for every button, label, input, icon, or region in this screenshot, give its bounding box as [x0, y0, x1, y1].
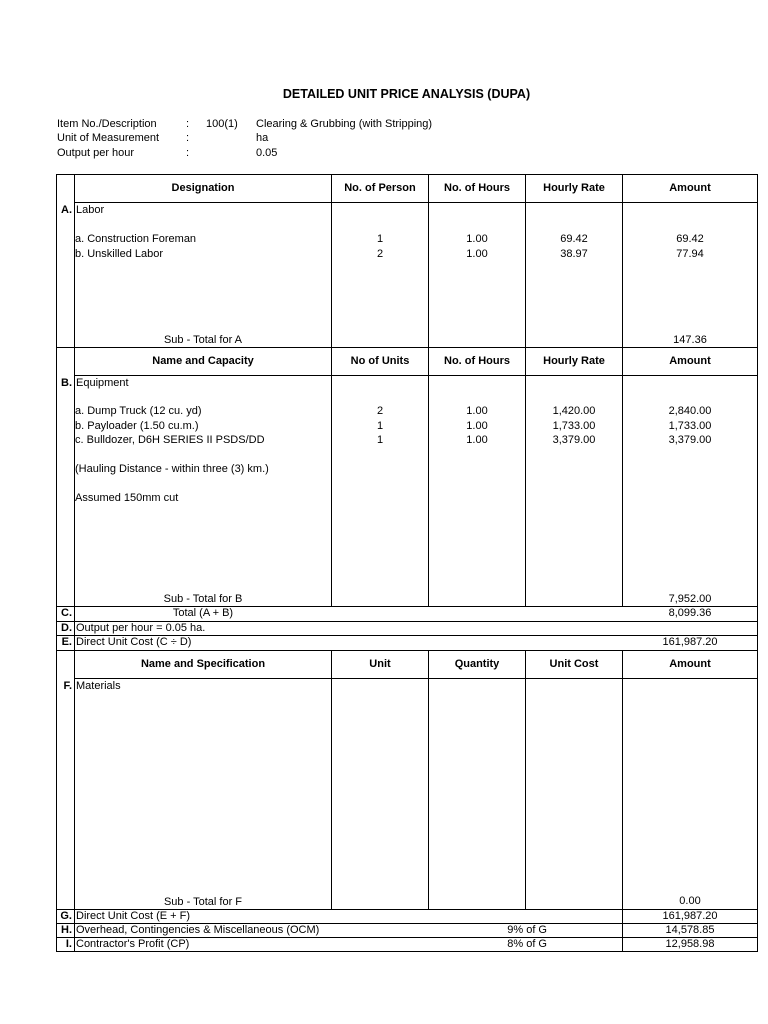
row-count: 1	[376, 420, 384, 432]
direct-unit-cost-value: 161,987.20	[662, 636, 718, 648]
total-ab-label: Total (A + B)	[172, 607, 234, 619]
col-header-unit: Unit	[369, 658, 391, 670]
col-header-rate: Hourly Rate	[543, 182, 605, 194]
row-hours: 1.00	[466, 434, 488, 446]
profit-percent: 8% of G	[507, 938, 547, 950]
direct-unit-cost-ef-value: 161,987.20	[662, 910, 718, 922]
row-name: b. Unskilled Labor	[75, 248, 164, 260]
col-header-unit-cost: Unit Cost	[549, 658, 599, 670]
col-header-amount: Amount	[669, 658, 711, 670]
direct-unit-cost-ef-label: Direct Unit Cost (E + F)	[76, 910, 190, 922]
col-header-name: Name and Capacity	[152, 355, 254, 367]
col-header-amount: Amount	[669, 182, 711, 194]
page-title: DETAILED UNIT PRICE ANALYSIS (DUPA)	[282, 87, 531, 101]
subtotal-label: Sub - Total for A	[163, 334, 243, 346]
item-no: 100(1)	[206, 118, 238, 130]
uom-sep: :	[186, 132, 190, 144]
row-rate: 69.42	[560, 233, 588, 245]
ocm-value: 14,578.85	[665, 924, 715, 936]
row-hours: 1.00	[466, 405, 488, 417]
output-sep: :	[186, 147, 190, 159]
col-header-designation: Designation	[171, 182, 235, 194]
row-rate: 1,733.00	[552, 420, 596, 432]
output-value: 0.05	[256, 147, 278, 159]
col-header-quantity: Quantity	[454, 658, 500, 670]
row-hours: 1.00	[466, 420, 488, 432]
section-heading: Materials	[76, 680, 121, 692]
output-label: Output per hour	[57, 147, 135, 159]
col-header-spec: Name and Specification	[140, 658, 266, 670]
subtotal-value: 7,952.00	[668, 593, 712, 605]
cut-note: Assumed 150mm cut	[75, 492, 179, 504]
row-name: a. Construction Foreman	[75, 233, 197, 245]
row-letter: E.	[61, 636, 72, 648]
subtotal-label: Sub - Total for F	[163, 896, 243, 908]
direct-unit-cost-label: Direct Unit Cost (C ÷ D)	[76, 636, 192, 648]
section-heading: Labor	[76, 204, 105, 216]
uom-value: ha	[256, 132, 269, 144]
row-name: a. Dump Truck (12 cu. yd)	[75, 405, 202, 417]
total-ab-value: 8,099.36	[668, 607, 712, 619]
row-letter: G.	[60, 910, 72, 922]
ocm-label: Overhead, Contingencies & Miscellaneous (OCM)	[76, 924, 320, 936]
row-letter: D.	[61, 622, 72, 634]
row-name: b. Payloader (1.50 cu.m.)	[75, 420, 199, 432]
uom-label: Unit of Measurement	[57, 132, 160, 144]
col-header-units: No of Units	[350, 355, 410, 367]
hauling-note: (Hauling Distance - within three (3) km.)	[75, 463, 269, 475]
row-amount: 3,379.00	[668, 434, 712, 446]
col-header-persons: No. of Person	[344, 182, 416, 194]
row-amount: 2,840.00	[668, 405, 712, 417]
ocm-percent: 9% of G	[507, 924, 547, 936]
subtotal-value: 147.36	[673, 334, 707, 346]
row-hours: 1.00	[466, 233, 488, 245]
section-letter: F.	[63, 680, 72, 692]
row-count: 1	[376, 434, 384, 446]
row-amount: 77.94	[676, 248, 704, 260]
row-amount: 1,733.00	[668, 420, 712, 432]
row-name: c. Bulldozer, D6H SERIES II PSDS/DD	[75, 434, 265, 446]
row-count: 1	[376, 233, 384, 245]
row-rate: 3,379.00	[552, 434, 596, 446]
row-amount: 69.42	[676, 233, 704, 245]
section-letter: B.	[61, 377, 72, 389]
col-header-hours: No. of Hours	[444, 355, 510, 367]
profit-label: Contractor's Profit (CP)	[76, 938, 190, 950]
col-header-rate: Hourly Rate	[543, 355, 605, 367]
subtotal-label: Sub - Total for B	[163, 593, 243, 605]
section-letter: A.	[61, 204, 72, 216]
row-letter: C.	[61, 607, 72, 619]
row-rate: 38.97	[560, 248, 588, 260]
row-letter: I.	[65, 938, 72, 950]
row-rate: 1,420.00	[552, 405, 596, 417]
item-desc: Clearing & Grubbing (with Stripping)	[256, 118, 433, 130]
item-label: Item No./Description	[57, 118, 157, 130]
output-row-label: Output per hour = 0.05 ha.	[76, 622, 206, 634]
col-header-amount: Amount	[669, 355, 711, 367]
subtotal-value: 0.00	[679, 895, 701, 907]
col-header-hours: No. of Hours	[444, 182, 510, 194]
section-heading: Equipment	[76, 377, 129, 389]
row-hours: 1.00	[466, 248, 488, 260]
row-count: 2	[376, 405, 384, 417]
row-letter: H.	[61, 924, 72, 936]
profit-value: 12,958.98	[665, 938, 715, 950]
row-count: 2	[376, 248, 384, 260]
item-sep: :	[186, 118, 190, 130]
